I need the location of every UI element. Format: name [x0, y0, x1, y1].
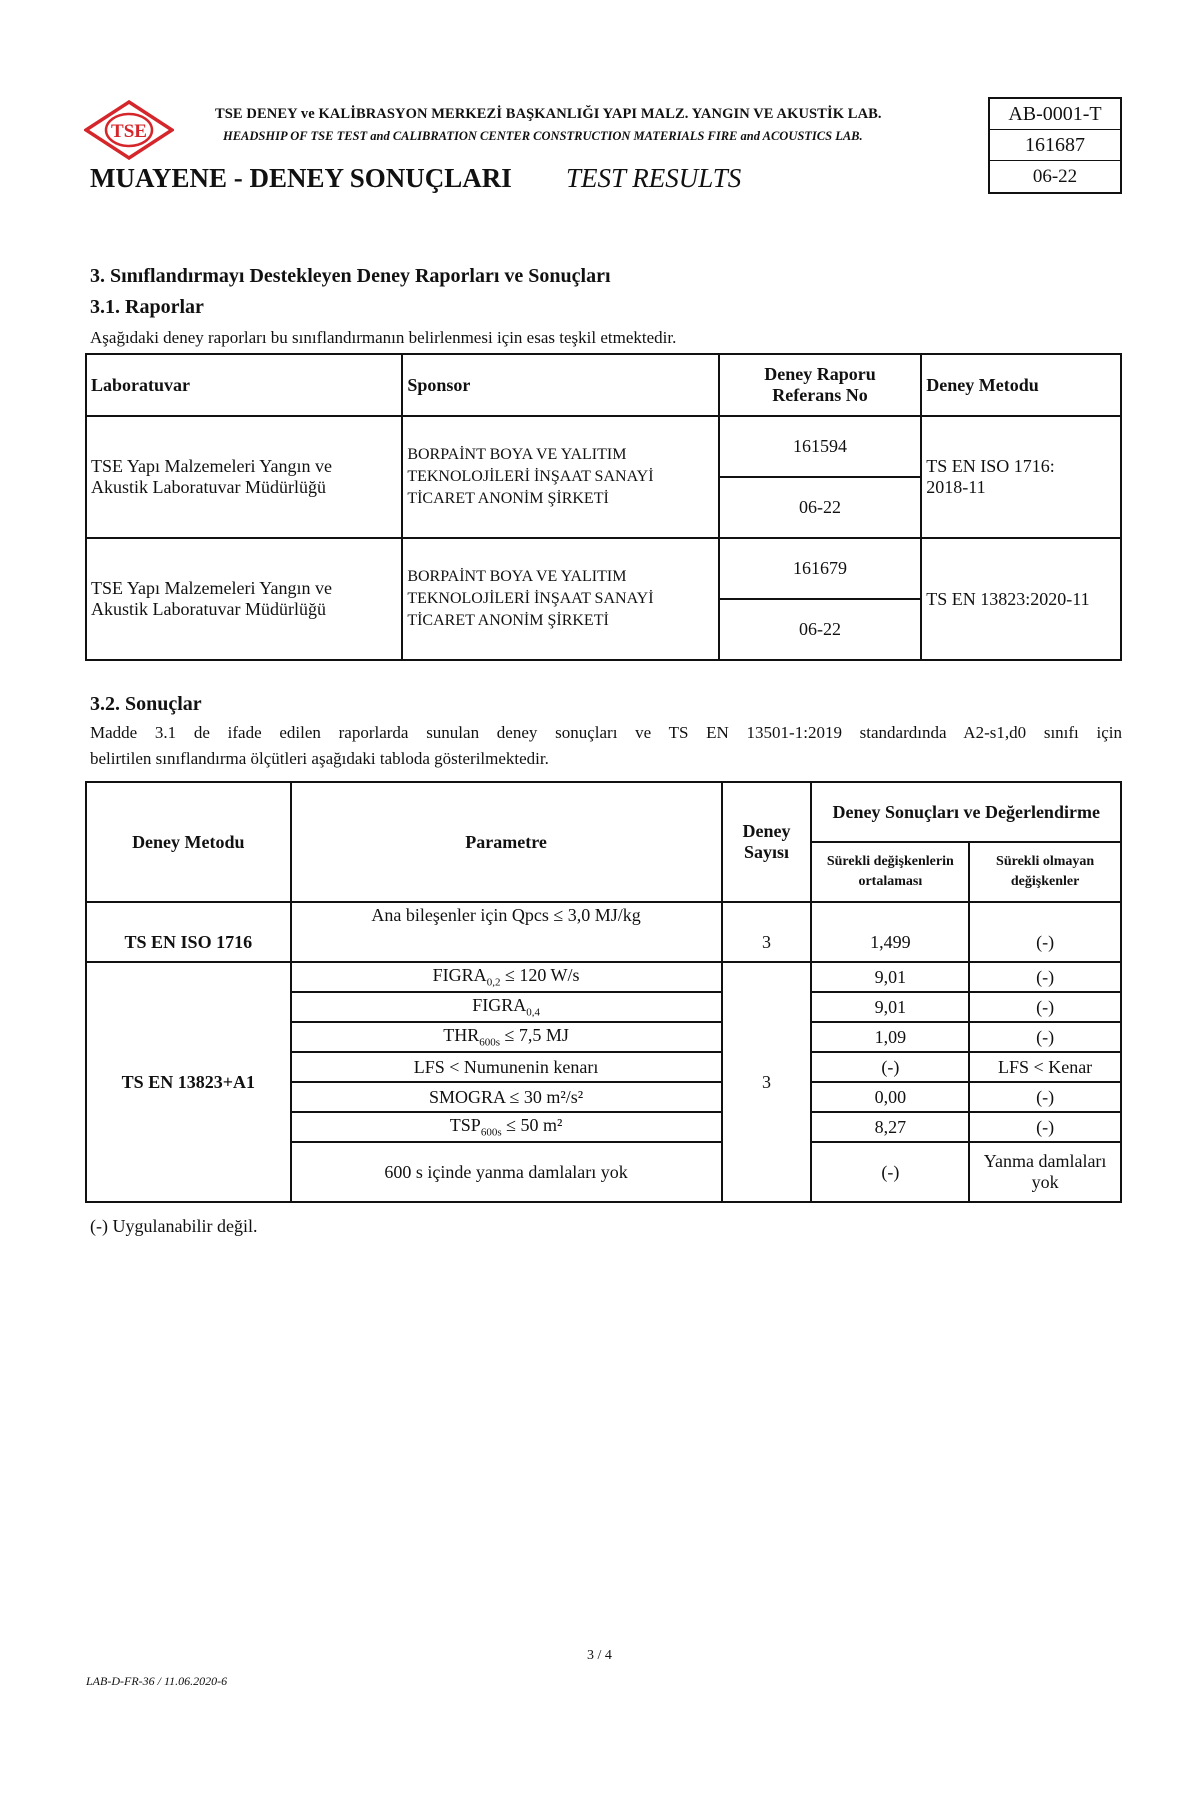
- method-line1: TS EN 13823:2020-11: [926, 588, 1090, 609]
- header-noncontinuous: [969, 842, 1121, 902]
- report-number: 161687: [990, 130, 1120, 161]
- noncontinuous-cell: (-): [969, 902, 1121, 962]
- header-ref-line1: Deney Raporu: [764, 364, 876, 384]
- header-parameter: Parametre: [291, 782, 722, 902]
- header-noncontinuous-line2: değişkenler: [1010, 874, 1080, 889]
- header-results: Deney Sonuçları ve Değerlendirme: [811, 782, 1121, 842]
- document-id-box: [988, 97, 1122, 194]
- param-tail: ≤ 50 m²: [501, 1115, 563, 1136]
- method-cell: [921, 538, 1121, 660]
- continuous-cell: 1,499: [811, 902, 969, 962]
- table-row: [86, 902, 1121, 962]
- noncontinuous-cell: (-): [969, 1082, 1121, 1112]
- lab-name-en: HEADSHIP OF TSE TEST and CALIBRATION CENTER CONSTRUCTION MATERIALS FIRE and ACOUSTICS LAB.: [223, 129, 863, 143]
- count-cell: 3: [722, 902, 812, 962]
- results-table: [85, 781, 1122, 1203]
- table-header-row: [86, 782, 1121, 842]
- param-sub: 600s: [479, 1036, 501, 1049]
- noncontinuous-cell: (-): [969, 962, 1121, 992]
- ref-date-cell: 06-22: [719, 599, 922, 660]
- header-ref: [719, 354, 922, 416]
- sponsor-line3: TİCARET ANONİM ŞİRKETİ: [407, 612, 609, 629]
- sponsor-line3: TİCARET ANONİM ŞİRKETİ: [407, 490, 609, 507]
- tse-logo: [84, 100, 174, 160]
- ref-number-cell: 161594: [719, 416, 922, 477]
- reports-table: [85, 353, 1122, 661]
- lab-line2: Akustik Laboratuvar Müdürlüğü: [91, 599, 326, 619]
- header-count-line1: Deney: [742, 821, 791, 841]
- doc-code: AB-0001-T: [990, 99, 1120, 130]
- header-count-line2: Sayısı: [743, 842, 789, 862]
- noncontinuous-cell: (-): [969, 992, 1121, 1022]
- continuous-cell: 8,27: [811, 1112, 969, 1142]
- page-title-tr: MUAYENE - DENEY SONUÇLARI: [90, 163, 512, 193]
- continuous-cell: (-): [811, 1142, 969, 1202]
- header-method: Deney Metodu: [921, 354, 1121, 416]
- param-tail: ≤ 120 W/s: [500, 965, 580, 986]
- param-sub: 0,4: [526, 1006, 540, 1019]
- noncontinuous-cell: [969, 1142, 1121, 1202]
- sponsor-cell: [402, 416, 718, 538]
- table-row: [86, 538, 1121, 599]
- noncontinuous-line1: Yanma damlaları: [983, 1151, 1107, 1171]
- footnote: (-) Uygulanabilir değil.: [90, 1216, 258, 1236]
- continuous-cell: 1,09: [811, 1022, 969, 1052]
- section-heading: 3. Sınıflandırmayı Destekleyen Deney Raporları ve Sonuçları: [90, 265, 611, 287]
- method-cell: [921, 416, 1121, 538]
- results-intro-line2: belirtilen sınıflandırma ölçütleri aşağıdaki tabloda gösterilmektedir.: [90, 749, 549, 768]
- header-continuous-line1: Sürekli değişkenlerin: [826, 854, 954, 869]
- noncontinuous-cell: LFS < Kenar: [969, 1052, 1121, 1082]
- header-count: [722, 782, 812, 902]
- parameter-cell: [291, 1082, 722, 1112]
- parameter-cell: [291, 992, 722, 1022]
- param-sub: 600s: [480, 1126, 502, 1139]
- lab-cell: [86, 538, 402, 660]
- parameter-cell: [291, 1022, 722, 1052]
- sponsor-line2: TEKNOLOJİLERİ İNŞAAT SANAYİ: [407, 590, 654, 607]
- method-13823: TS EN 13823+A1: [86, 962, 291, 1202]
- page-number: 3 / 4: [587, 1648, 612, 1663]
- lab-line2: Akustik Laboratuvar Müdürlüğü: [91, 477, 326, 497]
- header-continuous-line2: ortalaması: [858, 874, 923, 889]
- parameter-cell: [291, 1112, 722, 1142]
- ref-number-cell: 161679: [719, 538, 922, 599]
- continuous-cell: 9,01: [811, 992, 969, 1022]
- parameter-cell: [291, 962, 722, 992]
- parameter-cell: Ana bileşenler için Qpcs ≤ 3,0 MJ/kg: [291, 902, 722, 962]
- subsection-heading-results: 3.2. Sonuçlar: [90, 693, 202, 715]
- svg-text:TSE: TSE: [111, 121, 147, 142]
- table-header-row: [86, 354, 1121, 416]
- param-main: FIGRA: [472, 995, 527, 1016]
- noncontinuous-line2: yok: [1031, 1172, 1059, 1192]
- param-sub: 0,2: [486, 976, 501, 989]
- form-code: LAB-D-FR-36 / 11.06.2020-6: [86, 1674, 228, 1688]
- lab-cell: [86, 416, 402, 538]
- continuous-cell: 9,01: [811, 962, 969, 992]
- sponsor-line1: BORPAİNT BOYA VE YALITIM: [407, 446, 627, 463]
- header-lab: Laboratuvar: [86, 354, 402, 416]
- param-main: FIGRA: [432, 965, 487, 986]
- lab-line1: TSE Yapı Malzemeleri Yangın ve: [91, 456, 332, 476]
- method-line1: TS EN ISO 1716:: [926, 456, 1055, 476]
- param-main: THR: [443, 1025, 480, 1046]
- header-sponsor: Sponsor: [402, 354, 718, 416]
- header-noncontinuous-line1: Sürekli olmayan: [996, 854, 1095, 869]
- report-date: 06-22: [1032, 165, 1078, 187]
- header-continuous: [811, 842, 969, 902]
- sponsor-line1: BORPAİNT BOYA VE YALITIM: [407, 568, 627, 585]
- method-line2: 2018-11: [926, 477, 986, 497]
- noncontinuous-cell: (-): [969, 1112, 1121, 1142]
- header-method: Deney Metodu: [86, 782, 291, 902]
- sponsor-line2: TEKNOLOJİLERİ İNŞAAT SANAYİ: [407, 468, 654, 485]
- reports-intro: Aşağıdaki deney raporları bu sınıflandırmanın belirlenmesi için esas teşkil etmektedir.: [90, 328, 677, 347]
- subsection-heading-reports: 3.1. Raporlar: [90, 296, 204, 318]
- param-main: TSP: [449, 1115, 481, 1136]
- continuous-cell: 0,00: [811, 1082, 969, 1112]
- table-row: [86, 416, 1121, 477]
- continuous-cell: (-): [811, 1052, 969, 1082]
- table-row: [86, 962, 1121, 992]
- param-main: LFS < Numunenin kenarı: [413, 1056, 599, 1077]
- parameter-cell: 600 s içinde yanma damlaları yok: [291, 1142, 722, 1202]
- results-intro: [90, 720, 1122, 772]
- results-intro-line1: Madde 3.1 de ifade edilen raporlarda sunulan deney sonuçları ve TS EN 13501-1:2019 standardında A2-s1,d0 sınıfı için: [90, 723, 1122, 742]
- param-tail: ≤ 7,5 MJ: [500, 1025, 569, 1046]
- method-iso1716: TS EN ISO 1716: [86, 902, 291, 962]
- sponsor-cell: [402, 538, 718, 660]
- parameter-cell: [291, 1052, 722, 1082]
- noncontinuous-cell: (-): [969, 1022, 1121, 1052]
- lab-line1: TSE Yapı Malzemeleri Yangın ve: [91, 578, 332, 598]
- header-ref-line2: Referans No: [772, 385, 868, 405]
- ref-date-cell: 06-22: [719, 477, 922, 538]
- page-title-en: TEST RESULTS: [566, 163, 742, 193]
- lab-name-tr: TSE DENEY ve KALİBRASYON MERKEZİ BAŞKANLIĞI YAPI MALZ. YANGIN VE AKUSTİK LAB.: [215, 106, 882, 122]
- param-main: SMOGRA ≤ 30 m²/s²: [428, 1086, 584, 1107]
- count-cell: 3: [722, 962, 812, 1202]
